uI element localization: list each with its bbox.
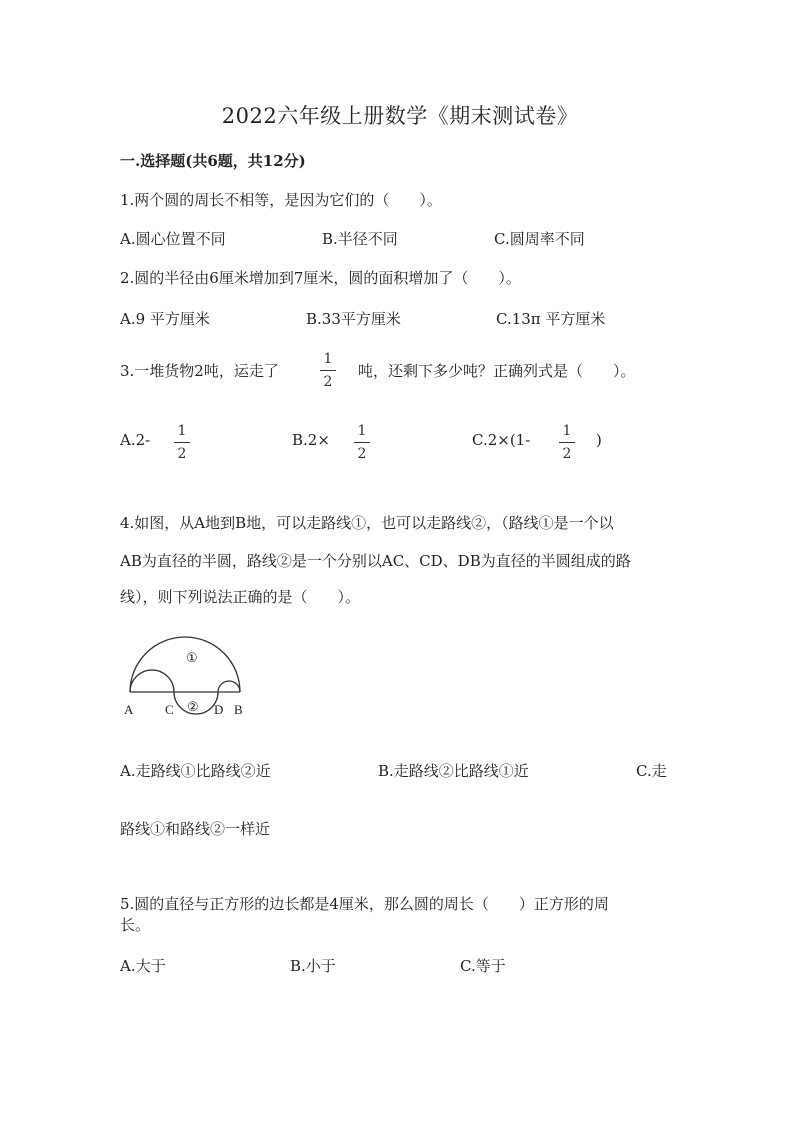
fraction-numerator: 1 <box>177 423 187 439</box>
question-3-text-before: 3.一堆货物2吨，运走了 <box>120 362 279 380</box>
question-5-option-b: B.小于 <box>290 957 336 975</box>
question-3-option-a: A.2- <box>120 431 151 449</box>
fraction-denominator: 2 <box>177 446 187 462</box>
question-2-option-c: C.13π 平方厘米 <box>496 310 606 328</box>
question-3-option-c-close: ) <box>596 431 602 449</box>
point-b-label: B <box>234 702 243 717</box>
question-3-option-a-fraction <box>172 424 192 461</box>
question-5-line-2: 长。 <box>120 916 151 934</box>
question-1-option-c: C.圆周率不同 <box>494 230 585 248</box>
question-3-option-c-fraction <box>557 424 577 461</box>
fraction-bar <box>354 442 370 443</box>
route-2-arc-ac <box>130 670 174 692</box>
question-4-line-2: AB为直径的半圆，路线②是一个分别以AC、CD、DB为直径的半圆组成的路 <box>120 552 631 570</box>
fraction-denominator: 2 <box>323 374 333 390</box>
question-1-option-b: B.半径不同 <box>322 230 398 248</box>
question-2-text: 2.圆的半径由6厘米增加到7厘米，圆的面积增加了（ ）。 <box>120 269 521 287</box>
question-3-option-c: C.2×(1- <box>472 431 531 449</box>
point-c-label: C <box>165 702 174 717</box>
question-5-line-1: 5.圆的直径与正方形的边长都是4厘米，那么圆的周长（ ）正方形的周 <box>120 895 609 913</box>
point-d-label: D <box>214 702 224 717</box>
fraction-numerator: 1 <box>357 423 367 439</box>
fraction-bar <box>559 442 575 443</box>
question-2-option-a: A.9 平方厘米 <box>120 310 210 328</box>
question-4-line-3: 线），则下列说法正确的是（ ）。 <box>120 588 361 606</box>
question-1-option-a: A.圆心位置不同 <box>120 230 226 248</box>
section-heading: 一.选择题(共6题，共12分) <box>120 152 306 170</box>
question-4-option-b: B.走路线②比路线①近 <box>378 762 529 780</box>
route-1-label: ① <box>186 650 198 665</box>
question-3-fraction <box>318 352 338 389</box>
route-2-arc-db <box>218 681 240 692</box>
route-1-arc <box>130 637 240 692</box>
fraction-denominator: 2 <box>562 446 572 462</box>
question-3-option-b-fraction <box>352 424 372 461</box>
question-4-option-c: C.走 <box>636 762 667 780</box>
question-5-option-a: A.大于 <box>120 957 166 975</box>
question-1-text: 1.两个圆的周长不相等，是因为它们的（ ）。 <box>120 191 442 209</box>
question-3-option-b: B.2× <box>292 431 330 449</box>
question-2-option-b: B.33平方厘米 <box>306 310 401 328</box>
question-4-line-1: 4.如图，从A地到B地，可以走路线①，也可以走路线②，（路线①是一个以 <box>120 514 614 532</box>
question-5-option-c: C.等于 <box>460 957 506 975</box>
route-2-label: ② <box>187 699 199 714</box>
question-3-text-after: 吨，还剩下多少吨？正确列式是（ ）。 <box>358 362 636 380</box>
fraction-bar <box>320 370 336 371</box>
fraction-numerator: 1 <box>562 423 572 439</box>
fraction-numerator: 1 <box>323 351 333 367</box>
question-4-option-a: A.走路线①比路线②近 <box>120 762 271 780</box>
question-4-option-c-continued: 路线①和路线②一样近 <box>120 820 271 838</box>
fraction-denominator: 2 <box>357 446 367 462</box>
page-title: 2022六年级上册数学《期末测试卷》 <box>221 104 579 128</box>
routes-diagram <box>118 633 258 719</box>
fraction-bar <box>174 442 190 443</box>
point-a-label: A <box>124 702 134 717</box>
